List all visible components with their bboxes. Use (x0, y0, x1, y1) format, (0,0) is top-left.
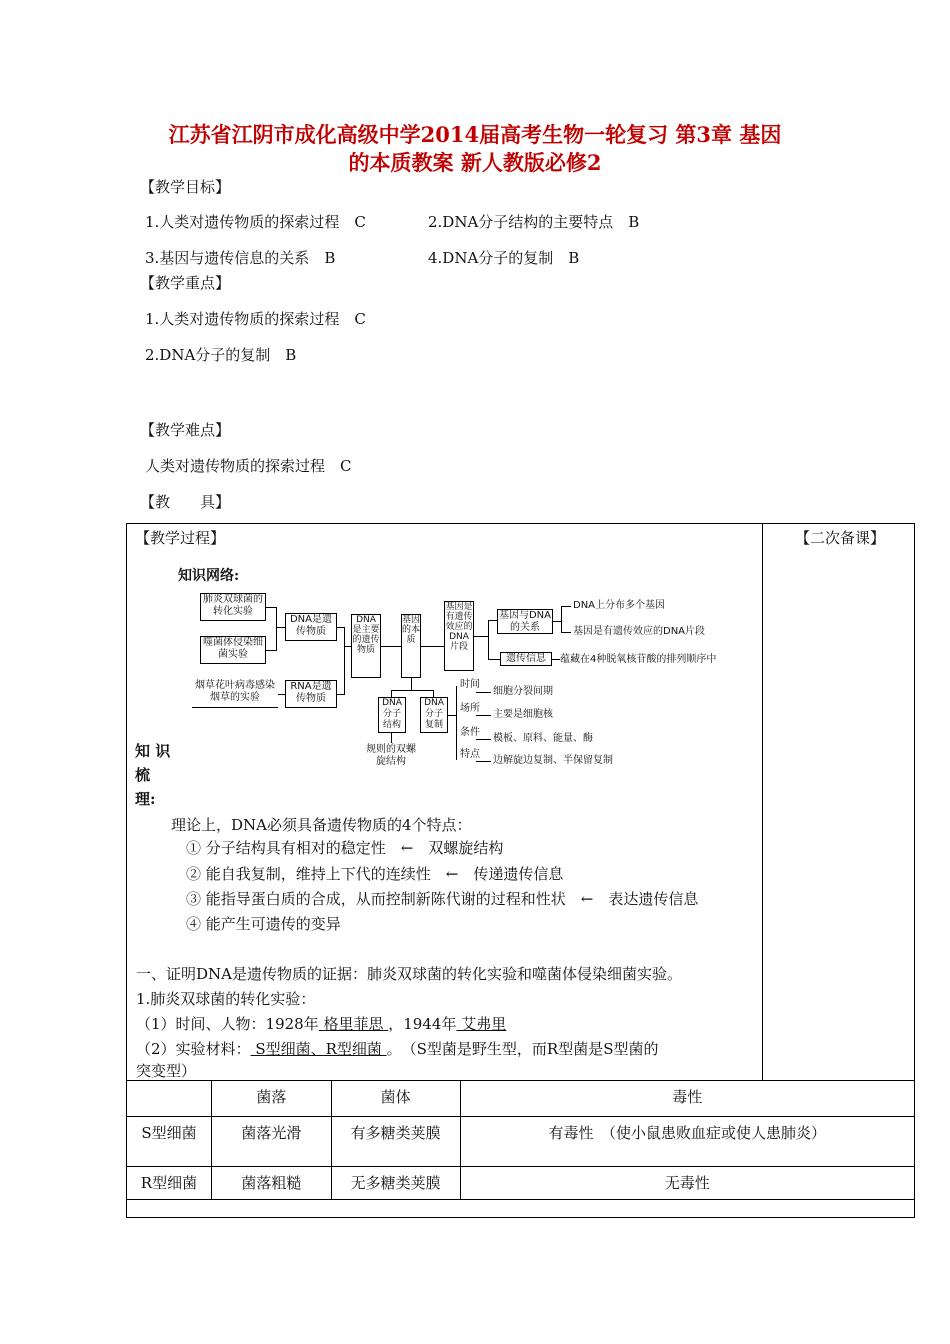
goal-item: 4.DNA分子的复制 B (428, 249, 580, 267)
box-dna-genetic-material: DNA是遗传物质 (285, 613, 337, 641)
key-condition: 条件 (460, 727, 480, 738)
box-tmv-experiment: 烟草花叶病毒感染烟草的实验 (192, 680, 278, 708)
box-dna-replication: DNA分子复制 (420, 697, 448, 733)
avery-answer: 艾弗里 (456, 1015, 507, 1033)
dna-many-genes-text: DNA上分布多个基因 (573, 600, 666, 611)
goal-item: 1.人类对遗传物质的探索过程 C (145, 213, 366, 231)
box-gene-definition: 基因是有遗传效应的DNA片段 (444, 601, 474, 671)
key-feature: 特点 (460, 749, 480, 760)
table-cell: R型细菌 (127, 1167, 212, 1200)
box-genetic-info: 遗传信息 (500, 652, 552, 666)
table-cell: 有多糖类荚膜 (331, 1117, 460, 1167)
section1-heading: 一、证明DNA是遗传物质的证据：肺炎双球菌的转化实验和噬菌体侵染细菌实验。 (136, 965, 682, 983)
val-place: 主要是细胞核 (493, 709, 553, 720)
material-note-cont: 突变型） (136, 1062, 197, 1080)
material-answer: S型细菌、R型细菌 (250, 1040, 387, 1058)
goal-item: 2.DNA分子结构的主要特点 B (428, 213, 640, 231)
subsection1-heading: 1.肺炎双球菌的转化实验： (136, 990, 316, 1008)
document-title-line2: 的本质教案 新人教版必修2 (348, 150, 602, 175)
key-place: 场所 (460, 703, 480, 714)
time-person-line (136, 1014, 506, 1034)
box-rna-genetic-material: RNA是遗传物质 (285, 680, 337, 708)
table-header-row (127, 1081, 915, 1117)
griffith-answer: 格里菲思 (318, 1015, 389, 1033)
sort-label-2: 梳 (135, 766, 151, 784)
keypoint-item: 1.人类对遗传物质的探索过程 C (145, 310, 366, 328)
network-label: 知识网络: (178, 568, 240, 584)
table-cell: 无多糖类荚膜 (331, 1167, 460, 1200)
val-feature: 边解旋边复制、半保留复制 (493, 755, 613, 766)
difficulty-item: 人类对遗传物质的探索过程 C (145, 457, 352, 475)
table-header-cell: 菌体 (331, 1081, 460, 1117)
sort-label-1: 知 识 (135, 742, 171, 760)
table-row (127, 1167, 915, 1200)
tools-heading: 【教 具】 (140, 493, 231, 511)
box-phage-experiment: 噬菌体侵染细菌实验 (200, 636, 266, 664)
box-gene-nature: 基因的本质 (401, 614, 421, 678)
process-heading: 【教学过程】 (135, 529, 226, 547)
table-header-cell: 菌落 (211, 1081, 331, 1117)
box-dna-main-material: DNA是主要的遗传物质 (351, 614, 381, 678)
box-pneumococcus-experiment: 肺炎双球菌的转化实验 (200, 593, 266, 621)
table-cell: 无毒性 (460, 1167, 914, 1200)
table-cell: S型细菌 (127, 1117, 212, 1167)
double-helix-text: 规则的双螺旋结构 (366, 744, 416, 767)
goals-heading: 【教学目标】 (140, 178, 231, 196)
material-line (136, 1039, 659, 1059)
keypoints-heading: 【教学重点】 (140, 274, 231, 292)
feature-item: ② 能自我复制，维持上下代的连续性 ← 传递遗传信息 (186, 865, 564, 883)
side-heading: 【二次备课】 (795, 529, 886, 547)
sort-label-3: 理: (135, 790, 156, 808)
box-gene-dna-relation: 基因与DNA的关系 (498, 610, 552, 633)
feature-item: ① 分子结构具有相对的稳定性 ← 双螺旋结构 (186, 839, 504, 857)
feature-item: ③ 能指导蛋白质的合成，从而控制新陈代谢的过程和性状 ← 表达遗传信息 (186, 890, 699, 908)
bacteria-comparison-table (126, 1080, 915, 1200)
goal-item: 3.基因与遗传信息的关系 B (145, 249, 336, 267)
feature-item: ④ 能产生可遗传的变异 (186, 915, 341, 933)
table-header-cell: 毒性 (460, 1081, 914, 1117)
difficulties-heading: 【教学难点】 (140, 421, 231, 439)
table-cell: 有毒性 （使小鼠患败血症或使人患肺炎） (460, 1117, 914, 1167)
table-header-cell (127, 1081, 212, 1117)
nucleotide-order-text: 蕴藏在4种脱氧核苷酸的排列顺序中 (560, 654, 717, 665)
keypoint-item: 2.DNA分子的复制 B (145, 346, 297, 364)
time-mid: ，1944年 (388, 1015, 457, 1033)
table-cell: 菌落粗糙 (211, 1167, 331, 1200)
table-cell: 菌落光滑 (211, 1117, 331, 1167)
table-row (127, 1117, 915, 1167)
val-condition: 模板、原料、能量、酶 (493, 733, 593, 744)
theory-intro: 理论上，DNA必须具备遗传物质的4个特点： (171, 816, 472, 834)
document-title-line1: 江苏省江阴市成化高级中学2014届高考生物一轮复习 第3章 基因 (168, 122, 782, 147)
material-note: 。 （S型菌是野生型，而R型菌是S型菌的 (386, 1040, 659, 1058)
val-time: 细胞分裂间期 (493, 686, 553, 697)
box-dna-structure: DNA分子结构 (378, 697, 406, 733)
time-prefix: （1）时间、人物：1928年 (136, 1015, 319, 1033)
material-prefix: （2）实验材料： (136, 1040, 251, 1058)
gene-segment-text: 基因是有遗传效应的DNA片段 (573, 626, 706, 637)
key-time: 时间 (460, 679, 480, 690)
column-divider (762, 523, 763, 1080)
